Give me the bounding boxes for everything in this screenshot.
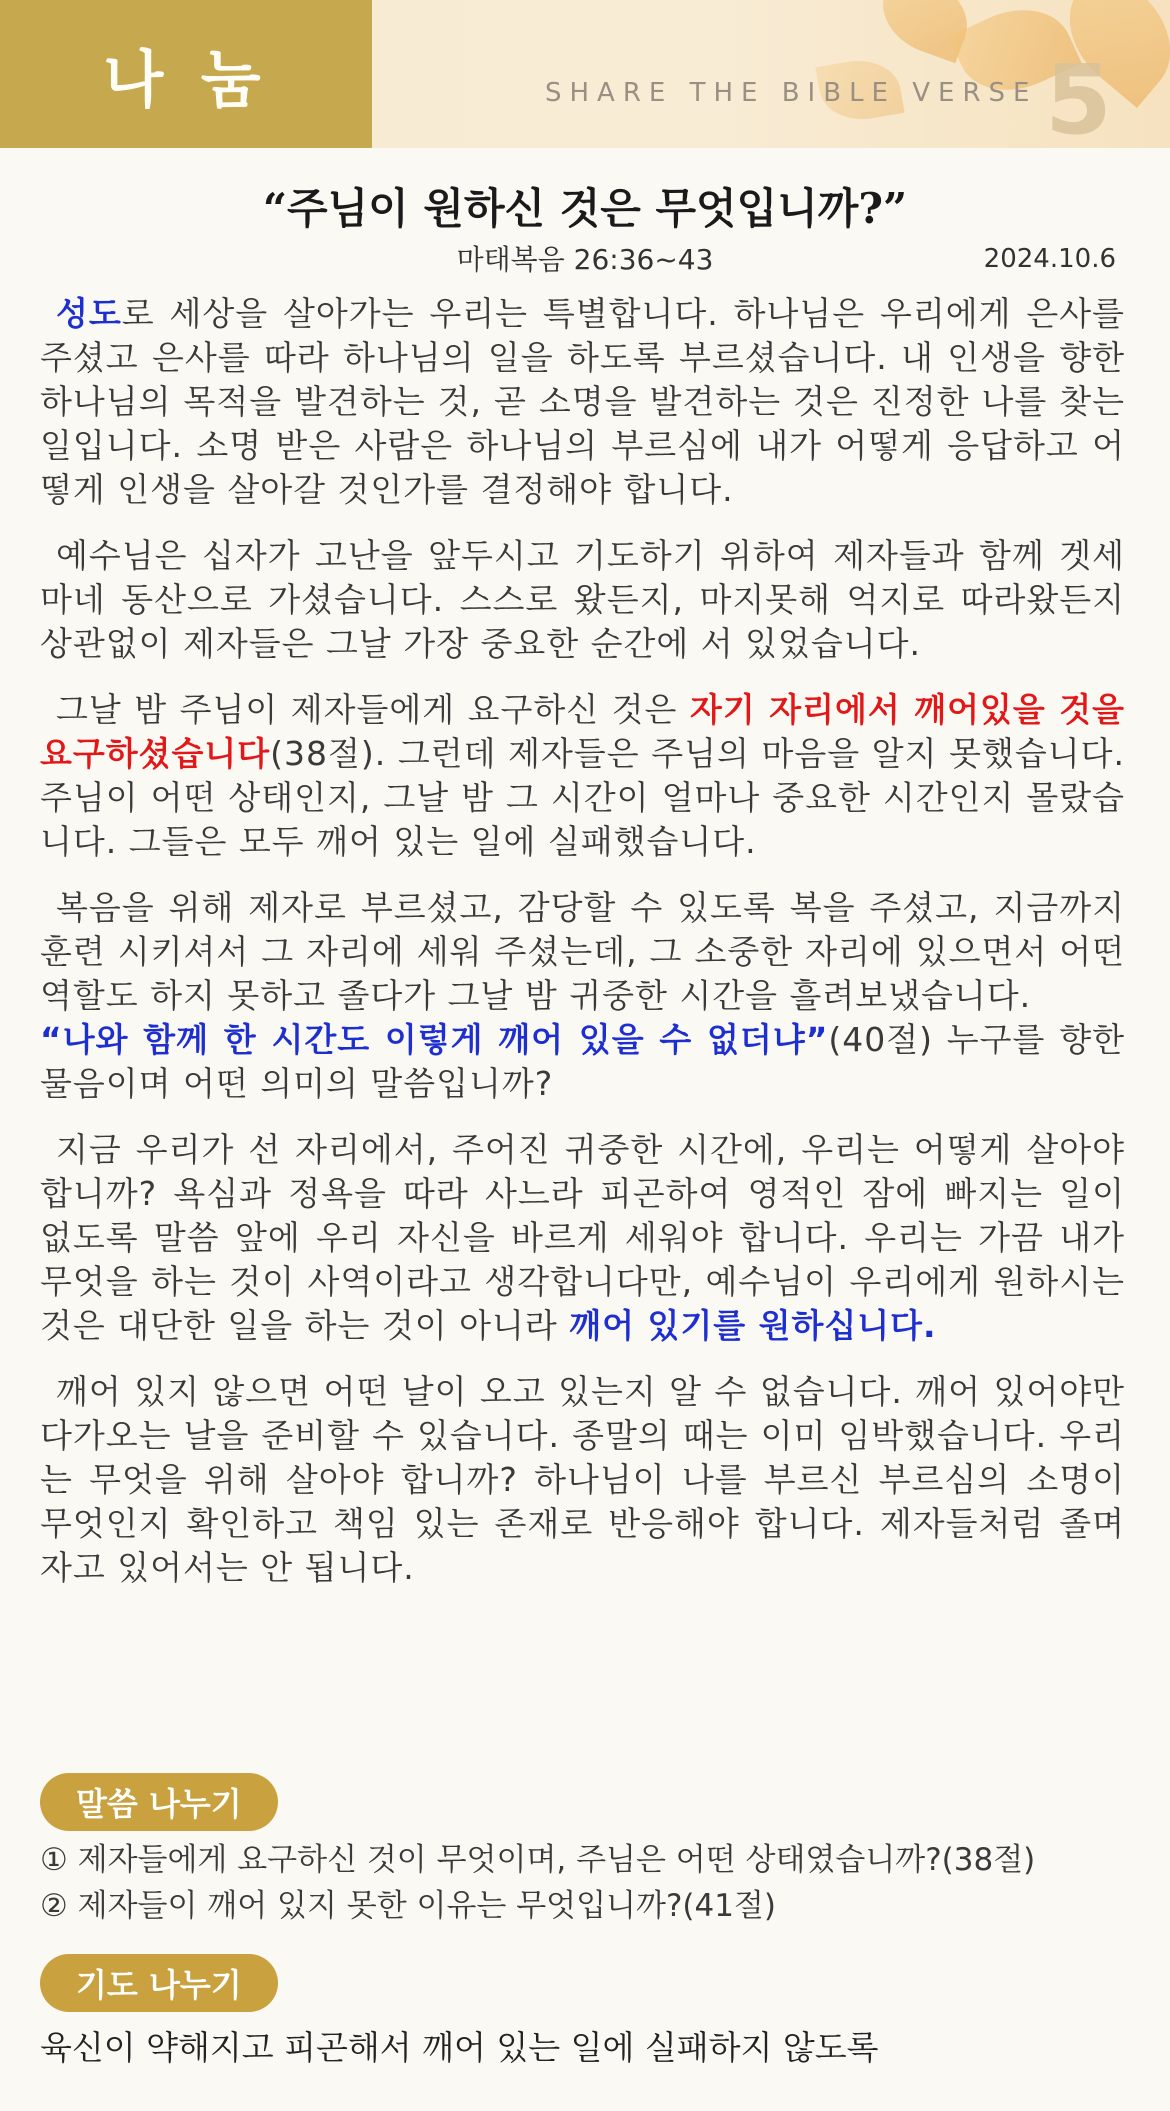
question-list <box>40 1837 1125 1929</box>
page-title: “주님이 원하신 것은 무엇입니까?” <box>262 184 908 233</box>
highlight-red: 자기 자리에서 깨어있을 것을 요구하셨습니다 <box>40 690 1125 773</box>
scripture-reference: 마태복음 26:36~43 <box>456 243 714 276</box>
header-banner <box>0 0 1170 148</box>
paragraph-6: 깨어 있지 않으면 어떤 날이 오고 있는지 알 수 없습니다. 깨어 있어야만 다가오는 날을 준비할 수 있습니다. 종말의 때는 이미 임박했습니다. 우리는 무엇을 위해 살아야 합니까? 하나님이 나를 부르신 부르심의 소명이 무엇인지 확인하고 책임 있는 존재로 반응해야 합니다. 제자들처럼 졸며 자고 있어서는 안 됩니다. <box>40 1372 1125 1587</box>
prayer-text: 육신이 약해지고 피곤해서 깨어 있는 일에 실패하지 않도록 <box>40 2028 879 2067</box>
highlight-quote: “나와 함께 한 시간도 이렇게 깨어 있을 수 없더냐” <box>40 1020 829 1059</box>
sermon-body <box>40 292 1125 1612</box>
highlight-saint: 성도 <box>56 294 122 333</box>
word-sharing-section <box>40 1773 1125 1929</box>
highlight-blue: 깨어 있기를 원하십니다. <box>569 1306 937 1345</box>
prayer-sharing-label: 기도 나누기 <box>40 1954 278 2012</box>
paragraph-3: 그날 밤 주님이 제자들에게 요구하신 것은 자기 자리에서 깨어있을 것을 요구하셨습니다(38절). 그런데 제자들은 주님의 마음을 알지 못했습니다. 주님이 어떤 상태인지, 그날 밤 그 시간이 얼마나 중요한 시간인지 몰랐습니다. 그들은 모두 깨어 있는 일에 실패했습니다. <box>40 690 1125 861</box>
paragraph-1: 성도로 세상을 살아가는 우리는 특별합니다. 하나님은 우리에게 은사를 주셨고 은사를 따라 하나님의 일을 하도록 부르셨습니다. 내 인생을 향한 하나님의 목적을 발견하는 것, 곧 소명을 발견하는 것은 진정한 나를 찾는 일입니다. 소명 받은 사람은 하나님의 부르심에 내가 어떻게 응답하고 어떻게 인생을 살아갈 것인가를 결정해야 합니다. <box>40 294 1125 509</box>
question-item: ① 제자들에게 요구하신 것이 무엇이며, 주님은 어떤 상태였습니까?(38절) <box>40 1842 1036 1878</box>
paragraph-4: 복음을 위해 제자로 부르셨고, 감당할 수 있도록 복을 주셨고, 지금까지 훈련 시키셔서 그 자리에 세워 주셨는데, 그 소중한 자리에 있으면서 어떤 역할도 하지 못하고 졸다가 그날 밤 귀중한 시간을 흘려보냈습니다. “나와 함께 한 시간도 이렇게 깨어 있을 수 없더냐”(40절) 누구를 향한 물음이며 어떤 의미의 말씀입니까? <box>40 888 1125 1103</box>
header-number: 5 <box>1045 44 1112 148</box>
header-subtitle: SHARE THE BIBLE VERSE <box>545 78 1038 108</box>
paragraph-2: 예수님은 십자가 고난을 앞두시고 기도하기 위하여 제자들과 함께 겟세마네 동산으로 가셨습니다. 스스로 왔든지, 마지못해 억지로 따라왔든지 상관없이 제자들은 그날 가장 중요한 순간에 서 있었습니다. <box>40 536 1125 663</box>
header-label: 나 눔 <box>0 0 372 148</box>
prayer-sharing-section <box>40 1954 1125 2069</box>
paragraph-5: 지금 우리가 선 자리에서, 주어진 귀중한 시간에, 우리는 어떻게 살아야 합니까? 욕심과 정욕을 따라 사느라 피곤하여 영적인 잠에 빠지는 일이 없도록 말씀 앞에 우리 자신을 바르게 세워야 합니다. 우리는 가끔 내가 무엇을 하는 것이 사역이라고 생각합니다만, 예수님이 우리에게 원하시는 것은 대단한 일을 하는 것이 아니라 깨어 있기를 원하십니다. <box>40 1130 1125 1345</box>
question-item: ② 제자들이 깨어 있지 못한 이유는 무엇입니까?(41절) <box>40 1888 776 1924</box>
date-label: 2024.10.6 <box>983 244 1116 274</box>
word-sharing-label: 말씀 나누기 <box>40 1773 278 1831</box>
